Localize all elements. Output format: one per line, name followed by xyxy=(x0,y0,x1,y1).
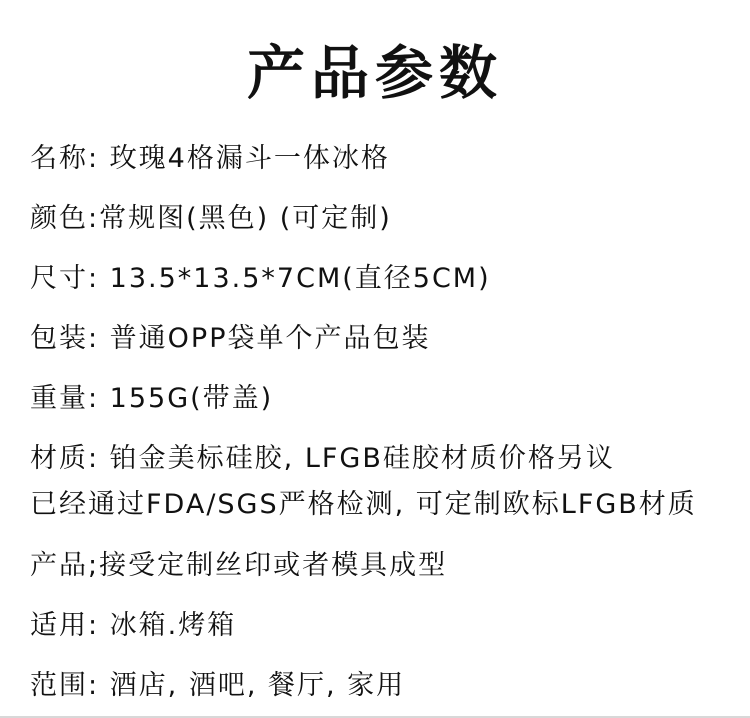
spec-weight-line: 重量: 155G(带盖) xyxy=(30,383,274,414)
spec-name-line: 名称: 玫瑰4格漏斗一体冰格 xyxy=(30,143,390,174)
spec-scope-line: 范围: 酒店, 酒吧, 餐厅, 家用 xyxy=(30,670,406,701)
spec-package-line: 包装: 普通OPP袋单个产品包装 xyxy=(30,323,431,354)
spec-customization-line: 产品;接受定制丝印或者模具成型 xyxy=(30,550,448,581)
spec-size-line: 尺寸: 13.5*13.5*7CM(直径5CM) xyxy=(30,263,491,294)
spec-usage-line: 适用: 冰箱.烤箱 xyxy=(30,610,237,641)
spec-material-line: 材质: 铂金美标硅胶, LFGB硅胶材质价格另议 xyxy=(30,443,615,474)
page-title: 产品参数 xyxy=(246,39,503,107)
spec-certification-line: 已经通过FDA/SGS严格检测, 可定制欧标LFGB材质 xyxy=(30,489,697,520)
spec-color-line: 颜色:常规图(黑色) (可定制) xyxy=(30,203,392,234)
